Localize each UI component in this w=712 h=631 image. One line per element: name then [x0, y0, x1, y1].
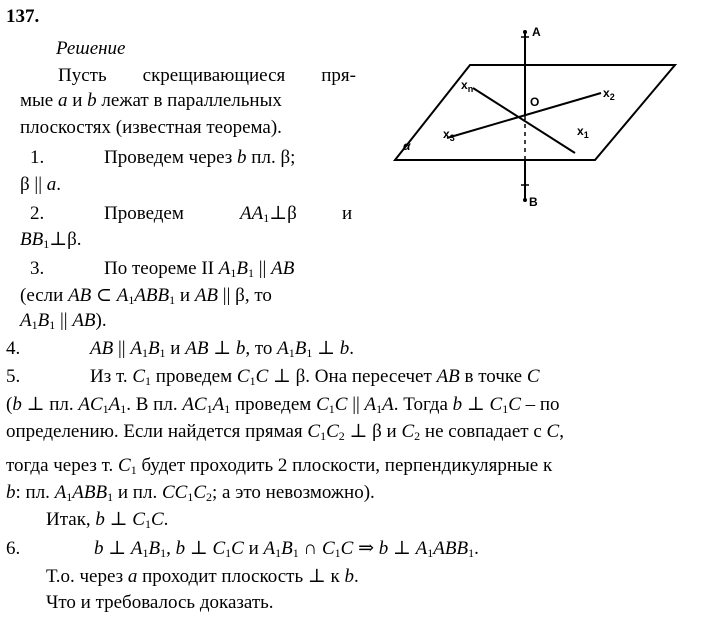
label-alpha: α: [403, 139, 411, 153]
geometry-figure: [385, 20, 685, 220]
text-line-20: Что и требовалось доказать.: [46, 592, 274, 613]
text-line-7: $BB_1\perp\beta$.: [20, 229, 82, 251]
text-line-19: Т.о. через a проходит плоскость ⊥ к b.: [46, 566, 359, 587]
text-line-11: 4.: [6, 338, 21, 359]
text-line-10: $A_1B_1$ || AB).: [20, 310, 107, 332]
label-O: O: [530, 95, 540, 109]
text-line-18: 6.: [6, 538, 21, 559]
text-line-9: (если AB ⊂ $A_1ABB_1$ и AB || β, то: [20, 285, 272, 307]
text-line-17: Итак, b ⊥ $C_1C$.: [46, 509, 169, 531]
text-line-4b: Проведем через b пл. β;: [104, 147, 296, 168]
text-line-5: β || a.: [20, 174, 62, 195]
text-line-8b: По теореме II $A_1B_1$ || AB: [104, 258, 295, 280]
text-line-3: плоскостях (известная теорема).: [20, 117, 282, 138]
problem-number: 137.: [6, 6, 40, 27]
text-line-6b: Проведем: [104, 203, 184, 224]
text-line-14: определению. Если найдется прямая $C_1C_2$ ⊥ β и $C_2$ не совпадает с C,: [6, 421, 564, 443]
point-B: [523, 198, 527, 202]
label-xn: $x_n$: [461, 78, 474, 94]
text-line-15: тогда через т. $C_1$ будет проходить 2 плоскости, перпендикулярные к: [6, 455, 553, 477]
text-line-18b: b ⊥ $A_1B_1$, b ⊥ $C_1C$ и $A_1B_1$ ∩ $C_1C$ ⇒ b ⊥ $A_1ABB_1$.: [94, 538, 479, 560]
label-A: A: [532, 25, 541, 39]
point-A: [523, 30, 527, 34]
text-line-11b: AB || $A_1B_1$ и AB ⊥ b, то $A_1B_1$ ⊥ b.: [90, 338, 354, 360]
text-line-8: 3.: [30, 258, 45, 279]
text-line-2: мые a и b лежат в параллельных: [20, 90, 282, 111]
text-line-12b: Из т. $C_1$ проведем $C_1C$ ⊥ β. Она пересечет AB в точке C: [90, 366, 540, 388]
text-line-12: 5.: [6, 366, 21, 387]
label-x3: $x_3$: [443, 127, 455, 143]
text-line-16: b: пл. $A_1ABB_1$ и пл. $CC_1C_2$; а это невозможно).: [6, 482, 375, 504]
text-line-4: 1.: [30, 147, 45, 168]
text-line-1: Пусть скрещивающиеся пря-: [58, 65, 356, 86]
label-B: B: [529, 195, 538, 209]
text-line-6c: $AA_1\perp\beta$: [240, 203, 297, 225]
solution-heading: Решение: [56, 38, 126, 59]
text-line-13: (b ⊥ пл. $AC_1A_1$. В пл. $AC_1A_1$ проведем $C_1C$ || $A_1A$. Тогда b ⊥ $C_1C$ – по: [6, 394, 560, 416]
text-line-6d: и: [342, 203, 353, 224]
label-x2: $x_2$: [603, 86, 615, 102]
text-line-6: 2.: [30, 203, 45, 224]
label-x1: $x_1$: [577, 124, 589, 140]
